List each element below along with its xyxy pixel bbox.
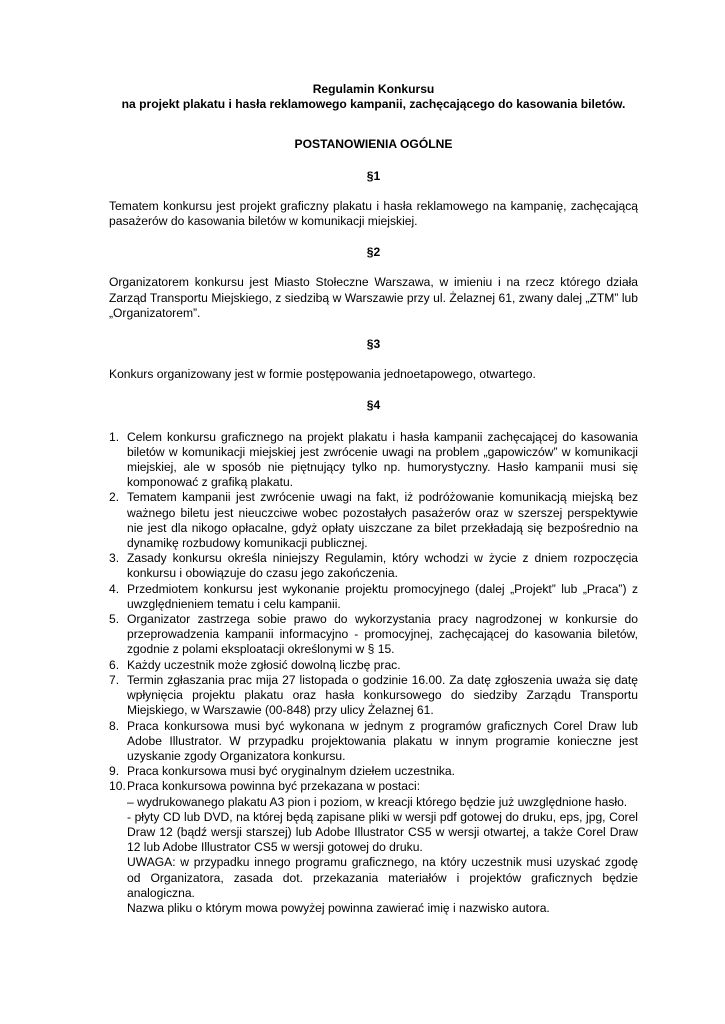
list-item-text: Zasady konkursu określa niniejszy Regulamin, który wchodzi w życie z dniem rozpoczęcia konkursu i obowiązuje do czasu jego zakończenia.: [127, 551, 638, 581]
list-item-text: Praca konkursowa musi być wykonana w jednym z programów graficznych Corel Draw lub Adobe Illustrator. W przypadku projektowania plakatu w innym programie konieczne jest uzyskanie zgody Organizatora konkursu.: [127, 718, 638, 763]
list-number: 9.: [109, 764, 120, 779]
list-item-8: [109, 719, 638, 765]
list-number: 1.: [109, 429, 120, 444]
list-item-text: Tematem kampanii jest zwrócenie uwagi na fakt, iż podróżowanie komunikacją miejską bez ważnego biletu jest nieuczciwe wobec pozostałych pasażerów oraz w szerszej perspektywie nie jest dla nikogo opłacalne, gdyż opłaty uiszczane za bilet przekładają się bezpośrednio na dynamikę rozbudowy komunikacji publicznej.: [127, 490, 638, 551]
list-item-text: Każdy uczestnik może zgłosić dowolną liczbę prac.: [127, 657, 401, 672]
list-item-text: Praca konkursowa powinna być przekazana w postaci:: [127, 779, 421, 794]
list-item-body: [127, 779, 638, 916]
title-line-1: Regulamin Konkursu: [312, 82, 435, 96]
sub-item-warning: UWAGA: w przypadku innego programu graficznego, na który uczestnik musi uzyskać zgodę od Organizatora, zasada dot. przekazania materiałów i projektów graficznych będzie analogiczna.: [127, 855, 638, 900]
list-item-text: Praca konkursowa musi być oryginalnym dziełem uczestnika.: [127, 764, 456, 779]
list-item-2: [109, 490, 638, 551]
list-item-4: [109, 582, 638, 612]
title-line-2: na projekt plakatu i hasła reklamowego kampanii, zachęcającego do kasowania biletów.: [121, 97, 626, 112]
document-page: [109, 82, 638, 916]
list-number: 7.: [109, 672, 120, 687]
sub-item-file-name: Nazwa pliku o którym mowa powyżej powinna zawierać imię i nazwisko autora.: [127, 900, 550, 915]
paragraph-sign-2: §2: [366, 245, 381, 260]
sub-item-cd-dvd: - płyty CD lub DVD, na której będą zapisane pliki w wersji pdf gotowej do druku, eps, jpg, Corel Draw 12 (bądź wersji starszej) lub Adobe Illustrator CS5 w wersji otwartej, a także Corel Draw 12 lub Adobe Illustrator CS5 w wersji gotowej do druku.: [127, 809, 638, 855]
list-item-9: [109, 764, 638, 779]
list-item-text: Organizator zastrzega sobie prawo do wykorzystania pracy nagrodzonej w konkursie do przeprowadzenia kampanii informacyjno - promocyjnej, zachęcającej do kasowania biletów, zgodnie z polami eksploatacji określonymi w § 15.: [127, 612, 638, 657]
paragraph-sign-1: §1: [366, 168, 381, 183]
list-number: 3.: [109, 551, 120, 566]
list-item-text: Termin zgłaszania prac mija 27 listopada o godzinie 16.00. Za datę zgłoszenia uważa się datę wpłynięcia projektu plakatu oraz hasła konkursowego do siedziby Zarządu Transportu Miejskiego, w Warszawie (00-848) przy ulicy Żelaznej 61.: [127, 672, 638, 718]
list-item-10: [109, 779, 638, 916]
list-number: 5.: [109, 612, 120, 627]
list-number: 4.: [109, 581, 120, 596]
list-item-1: [109, 430, 638, 491]
list-item-text: Przedmiotem konkursu jest wykonanie projektu promocyjnego (dalej „Projekt” lub „Praca”) z uwzględnieniem tematu i celu kampanii.: [127, 581, 638, 611]
numbered-list: [109, 430, 638, 917]
paragraph-3-text: Konkurs organizowany jest w formie postępowania jednoetapowego, otwartego.: [109, 367, 536, 382]
document-title: [109, 82, 638, 112]
list-item-7: [109, 673, 638, 719]
paragraph-sign-3: §3: [366, 337, 381, 352]
list-number: 6.: [109, 657, 120, 672]
paragraph-sign-4: §4: [366, 398, 381, 413]
list-number: 2.: [109, 490, 120, 505]
list-item-3: [109, 551, 638, 581]
sub-item-printed-poster: – wydrukowanego plakatu A3 pion i poziom, w kreacji którego będzie już uwzględnione hasło.: [127, 794, 628, 809]
list-item-5: [109, 612, 638, 658]
list-number: 10.: [109, 779, 126, 794]
list-item-text: Celem konkursu graficznego na projekt plakatu i hasła kampanii zachęcającej do kasowania biletów w komunikacji miejskiej jest zwrócenie uwagi na problem „gapowiczów” w komunikacji miejskiej, ale w sposób nie piętnujący tylko np. humorystyczny. Hasło kampanii musi się komponować z grafiką plakatu.: [127, 429, 638, 490]
paragraph-2-text: Organizatorem konkursu jest Miasto Stołeczne Warszawa, w imieniu i na rzecz którego działa Zarząd Transportu Miejskiego, z siedzibą w Warszawie przy ul. Żelaznej 61, zwany dalej „ZTM” lub „Organizatorem”.: [109, 275, 638, 320]
paragraph-1-text: Tematem konkursu jest projekt graficzny plakatu i hasła reklamowego na kampanię, zachęcającą pasażerów do kasowania biletów w komunikacji miejskiej.: [109, 198, 638, 229]
section-heading: POSTANOWIENIA OGÓLNE: [294, 137, 453, 152]
list-item-6: [109, 658, 638, 673]
list-number: 8.: [109, 718, 120, 733]
